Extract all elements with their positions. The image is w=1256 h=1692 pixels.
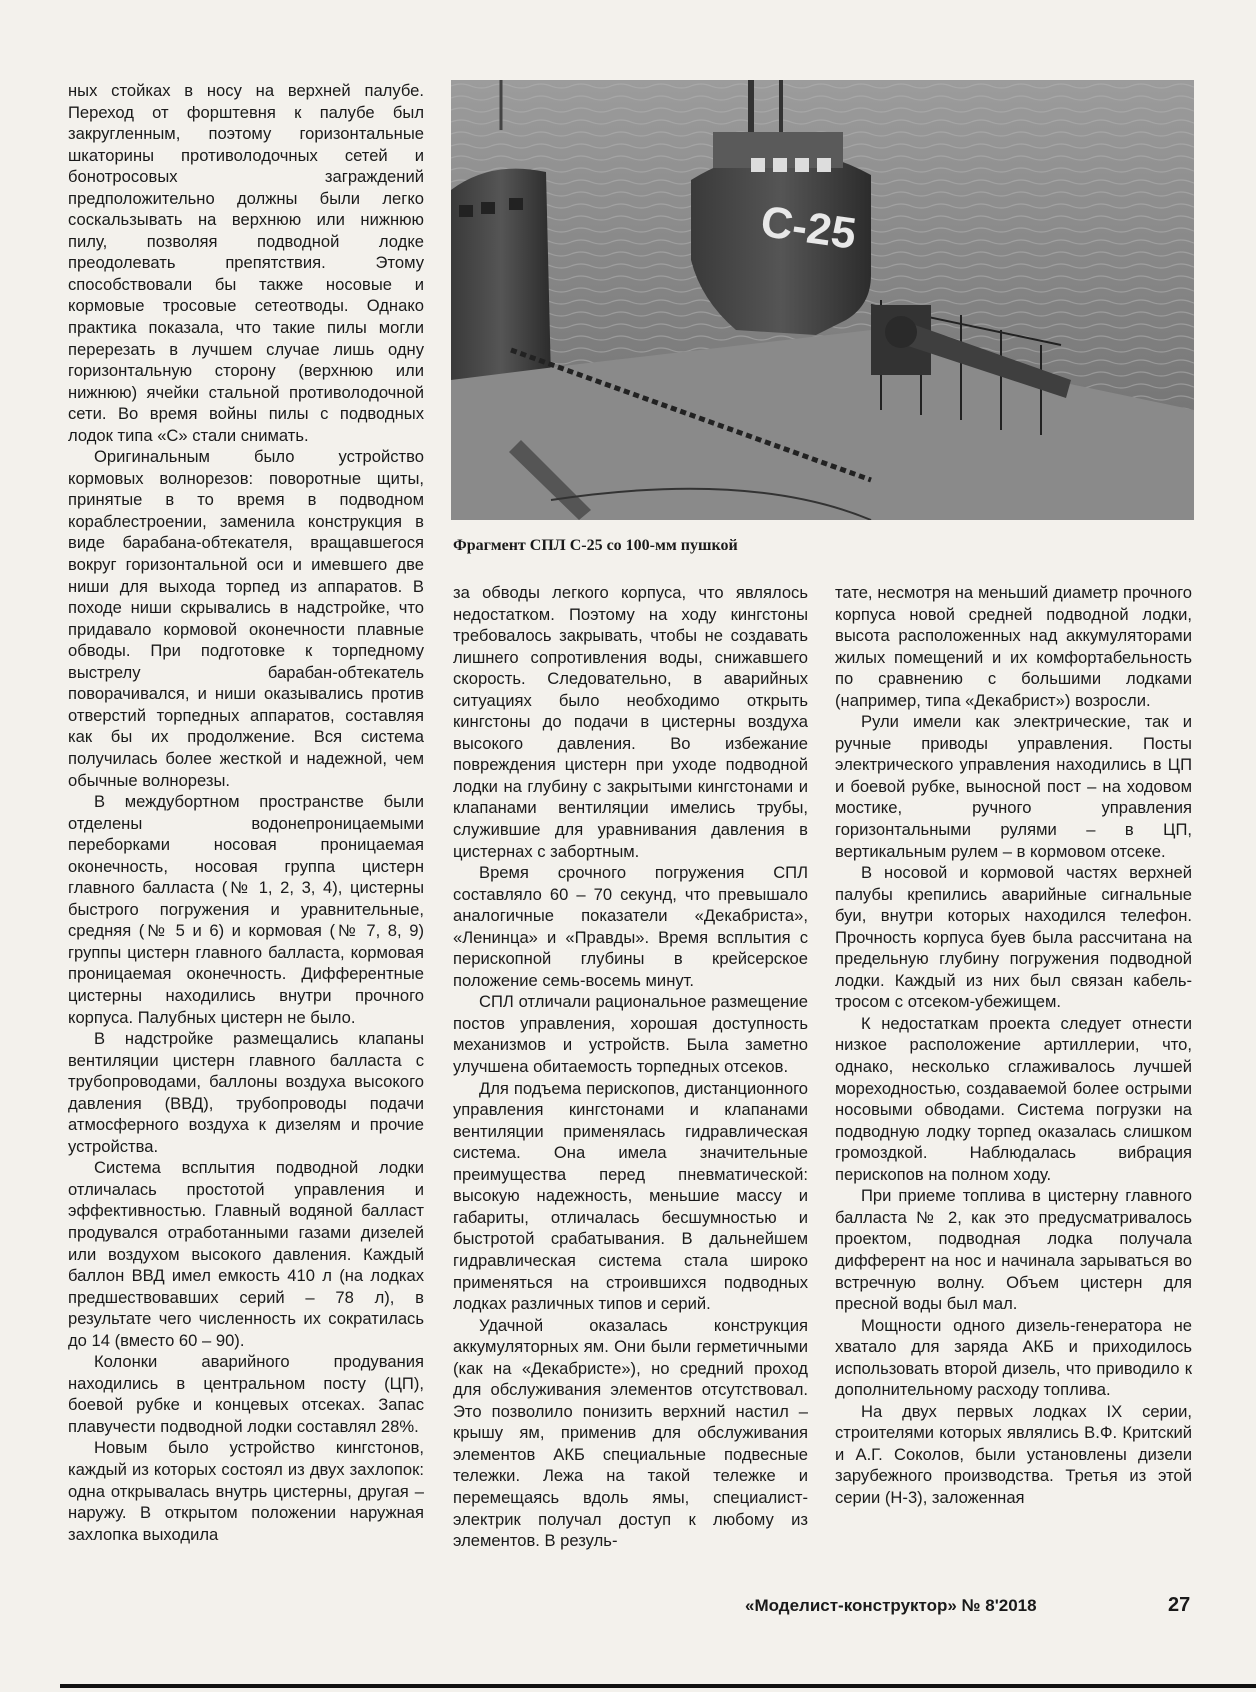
paragraph: Рули имели как электрические, так и ручные приводы управления. Посты электрического управления находились в ЦП и боевой рубке, выносной пост – на ходовом мостике, ручного управления горизонтальными рулями – в ЦП, вертикальным рулем – в кормовом отсеке. [835, 712, 1192, 861]
page-number: 27 [1168, 1594, 1191, 1616]
journal-footer: «Моделист-конструктор» № 8'2018 [745, 1596, 1037, 1615]
paragraph: Мощности одного дизель-генератора не хватало для заряда АКБ и приходилось использовать второй дизель, что приводило к дополнительному расходу топлива. [835, 1315, 1192, 1400]
article-column-2 [453, 582, 808, 1552]
article-column-3 [835, 582, 1192, 1509]
paragraph: В носовой и кормовой частях верхней палубы крепились аварийные сигнальные буи, внутри которых находился телефон. Прочность корпуса буев была рассчитана на предельную глубину погружения подводной лодки. Каждый из них был связан кабель-тросом с отсеком-убежищем. [835, 863, 1192, 1012]
paragraph: за обводы легкого корпуса, что являлось недостатком. Поэтому на ходу кингстоны требовалось закрывать, чтобы не создавать лишнего сопротивления воды, снижавшего скорость. Следовательно, в аварийных ситуациях было необходимо открыть кингстоны до подачи в цистерны воздуха высокого давления. Во избежание повреждения цистерн при уходе подводной лодки на глубину с закрытыми кингстонами и клапанами вентиляции имелись трубы, служившие для уравнивания давления в цистернах с забортным. [453, 583, 808, 861]
hull-number: С-25 [757, 197, 860, 259]
paragraph: Колонки аварийного продувания находились в центральном посту (ЦП), боевой рубке и концевых отсеках. Запас плавучести подводной лодки составлял 28%. [68, 1352, 424, 1436]
paragraph: В надстройке размещались клапаны вентиляции цистерн главного балласта с трубопроводами, баллоны воздуха высокого давления (ВВД), трубопроводы подачи атмосферного воздуха к дизелям и прочие устройства. [68, 1029, 424, 1156]
bottom-rule [60, 1684, 1256, 1688]
paragraph: Новым было устройство кингстонов, каждый из которых состоял из двух захлопок: одна открывалась внутрь цистерны, другая – наружу. В открытом положении наружная захлопка выходила [68, 1438, 424, 1544]
paragraph: Оригинальным было устройство кормовых волнорезов: поворотные щиты, принятые в то время в подводном кораблестроении, заменила конструкция в виде барабана-обтекателя, вращавшегося вокруг горизонтальной оси и имевшего две ниши для выхода торпед из аппаратов. В походе ниши скрывались в надстройке, что придавало кормовой оконечности плавные обводы. При подготовке к торпедному выстрелу барабан-обтекатель поворачивался, и ниши оказывались против отверстий торпедных аппаратов, составляя как бы их продолжение. Вся система получилась более жесткой и надежной, чем обычные волнорезы. [68, 447, 424, 790]
paragraph: Система всплытия подводной лодки отличалась простотой управления и эффективностью. Главный водяной балласт продувался отработанными газами дизелей или воздухом высокого давления. Каждый баллон ВВД имел емкость 410 л (на лодках предшествовавших серий – 78 л), в результате чего численность их сократилась до 14 (вместо 60 – 90). [68, 1158, 424, 1350]
photo-caption: Фрагмент СПЛ С-25 со 100-мм пушкой [453, 537, 738, 554]
paragraph: Для подъема перископов, дистанционного управления кингстонами и клапанами вентиляции применялась гидравлическая система. Она имела значительные преимущества перед пневматической: высокую надежность, меньшие массу и габариты, отличалась бесшумностью и быстротой срабатывания. В дальнейшем гидравлическая система стала широко применяться на строившихся подводных лодках различных типов и серий. [453, 1078, 808, 1314]
paragraph: В междубортном пространстве были отделены водонепроницаемыми переборками носовая проницаемая оконечность, носовая группа цистерн главного балласта (№ 1, 2, 3, 4), цистерны быстрого погружения и уравнительные, средняя (№ 5 и 6) и кормовая (№ 7, 8, 9) группы цистерн главного балласта, кормовая проницаемая оконечность. Дифферентные цистерны находились внутри прочного корпуса. Палубных цистерн не было. [68, 792, 424, 1027]
paragraph: Время срочного погружения СПЛ составляло 60 – 70 секунд, что превышало аналогичные показатели «Декабриста», «Ленинца» и «Правды». Время всплытия с перископной глубины в крейсерское положение семь-восемь минут. [453, 863, 808, 990]
submarine-photo [451, 80, 1194, 520]
paragraph: тате, несмотря на меньший диаметр прочного корпуса новой средней подводной лодки, высота расположенных над аккумуляторами жилых помещений и их комфортабельность по сравнению с большими лодками (например, типа «Декабрист») возросли. [835, 583, 1192, 710]
article-column-1 [68, 80, 424, 1545]
paragraph: СПЛ отличали рациональное размещение постов управления, хорошая доступность механизмов и устройств. Была заметно улучшена обитаемость торпедных отсеков. [453, 992, 808, 1077]
paragraph: К недостаткам проекта следует отнести низкое расположение артиллерии, что, однако, несколько сглаживалось лучшей мореходностью, создаваемой более острыми носовыми обводами. Система погрузки на подводную лодку торпед оказалась слишком громоздкой. Наблюдалась вибрация перископов на полном ходу. [835, 1013, 1192, 1184]
paragraph: ных стойках в носу на верхней палубе. Переход от форштевня к палубе был закругленным, поэтому горизонтальные шкаторины противолодочных сетей и бонотросовых заграждений предположительно должны были легко соскальзывать на верхнюю или нижнюю пилу, позволяя подводной лодке преодолевать препятствия. Этому способствовали бы также носовые и кормовые тросовые сетеотводы. Однако практика показала, что такие пилы могли перерезать в лучшем случае лишь одну горизонтальную сторону (верхнюю или нижнюю) ячейки стальной противолодочной сети. Во время войны пилы с подводных лодок типа «С» стали снимать. [68, 81, 424, 445]
paragraph: На двух первых лодках IX серии, строителями которых являлись В.Ф. Критский и А.Г. Соколов, были установлены дизели зарубежного производства. Третья из этой серии (Н-3), заложенная [835, 1401, 1192, 1507]
paragraph: При приеме топлива в цистерну главного балласта № 2, как это предусматривалось проектом, подводная лодка получала дифферент на нос и начинала зарываться во встречную волну. Объем цистерн для пресной воды был мал. [835, 1186, 1192, 1314]
paragraph: Удачной оказалась конструкция аккумуляторных ям. Они были герметичными (как на «Декабристе»), но средний проход для обслуживания элементов отсутствовал. Это позволило понизить верхний настил – крышу ям, применив для обслуживания элементов АКБ специальные подвесные тележки. Лежа на такой тележке и перемещаясь вдоль ямы, специалист-электрик получал доступ к любому из элементов. В резуль- [453, 1315, 808, 1551]
